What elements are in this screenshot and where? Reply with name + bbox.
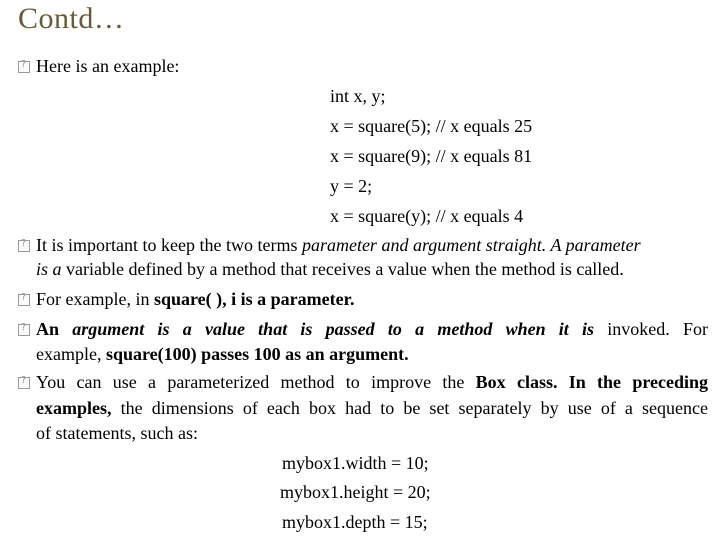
text-run: the dimensions of each box had to be set separately by use of a sequence — [111, 398, 708, 418]
bullet-text-continuation: of statements, such as: — [36, 423, 198, 443]
text-run: You can use a parameterized method to improve the — [36, 372, 476, 392]
italic-text-run: is a — [36, 259, 62, 279]
bullet-icon — [18, 61, 30, 73]
bold-text-run: square(100) passes 100 as an argument. — [105, 344, 409, 364]
code-line: x = square(y); // x equals 4 — [330, 206, 524, 226]
text-run: It is important to keep the two terms — [36, 235, 302, 255]
bullet-icon — [18, 240, 30, 252]
bold-italic-text-run: argument is a value that is passed to a method when it is — [72, 319, 595, 339]
bullet-text-continuation — [36, 256, 624, 282]
bullet-text — [36, 369, 708, 395]
bold-text-run: Box class. In the preceding — [475, 372, 708, 392]
bullet-text-continuation — [36, 341, 409, 367]
bullet-icon — [18, 324, 30, 336]
italic-text-run: parameter and argument straight. A parameter — [301, 235, 641, 255]
bold-text-run: An — [36, 319, 60, 339]
bullet-text — [36, 316, 708, 342]
bullet-icon — [18, 377, 30, 389]
code-line: mybox1.height = 20; — [280, 482, 431, 502]
code-line: y = 2; — [330, 176, 373, 196]
bullet-text-continuation — [36, 395, 708, 421]
code-line: x = square(5); // x equals 25 — [330, 116, 533, 136]
text-run: invoked. For — [607, 319, 709, 339]
code-line: x = square(9); // x equals 81 — [330, 146, 533, 166]
bullet-text — [36, 232, 710, 258]
code-line: int x, y; — [330, 86, 386, 106]
slide-title: Contd… — [18, 2, 125, 35]
code-line: mybox1.depth = 15; — [282, 512, 428, 532]
text-run: example, — [36, 344, 106, 364]
bullet-icon — [18, 294, 30, 306]
bullet-text: Here is an example: — [36, 56, 180, 76]
text-run: variable defined by a method that receives a value when the method is called. — [61, 259, 624, 279]
text-run: For example, in — [36, 289, 154, 309]
bold-text-run: square( ), i is a parameter. — [153, 289, 355, 309]
code-line: mybox1.width = 10; — [282, 453, 429, 473]
bold-text-run: examples, — [36, 398, 112, 418]
bullet-text — [36, 286, 354, 312]
